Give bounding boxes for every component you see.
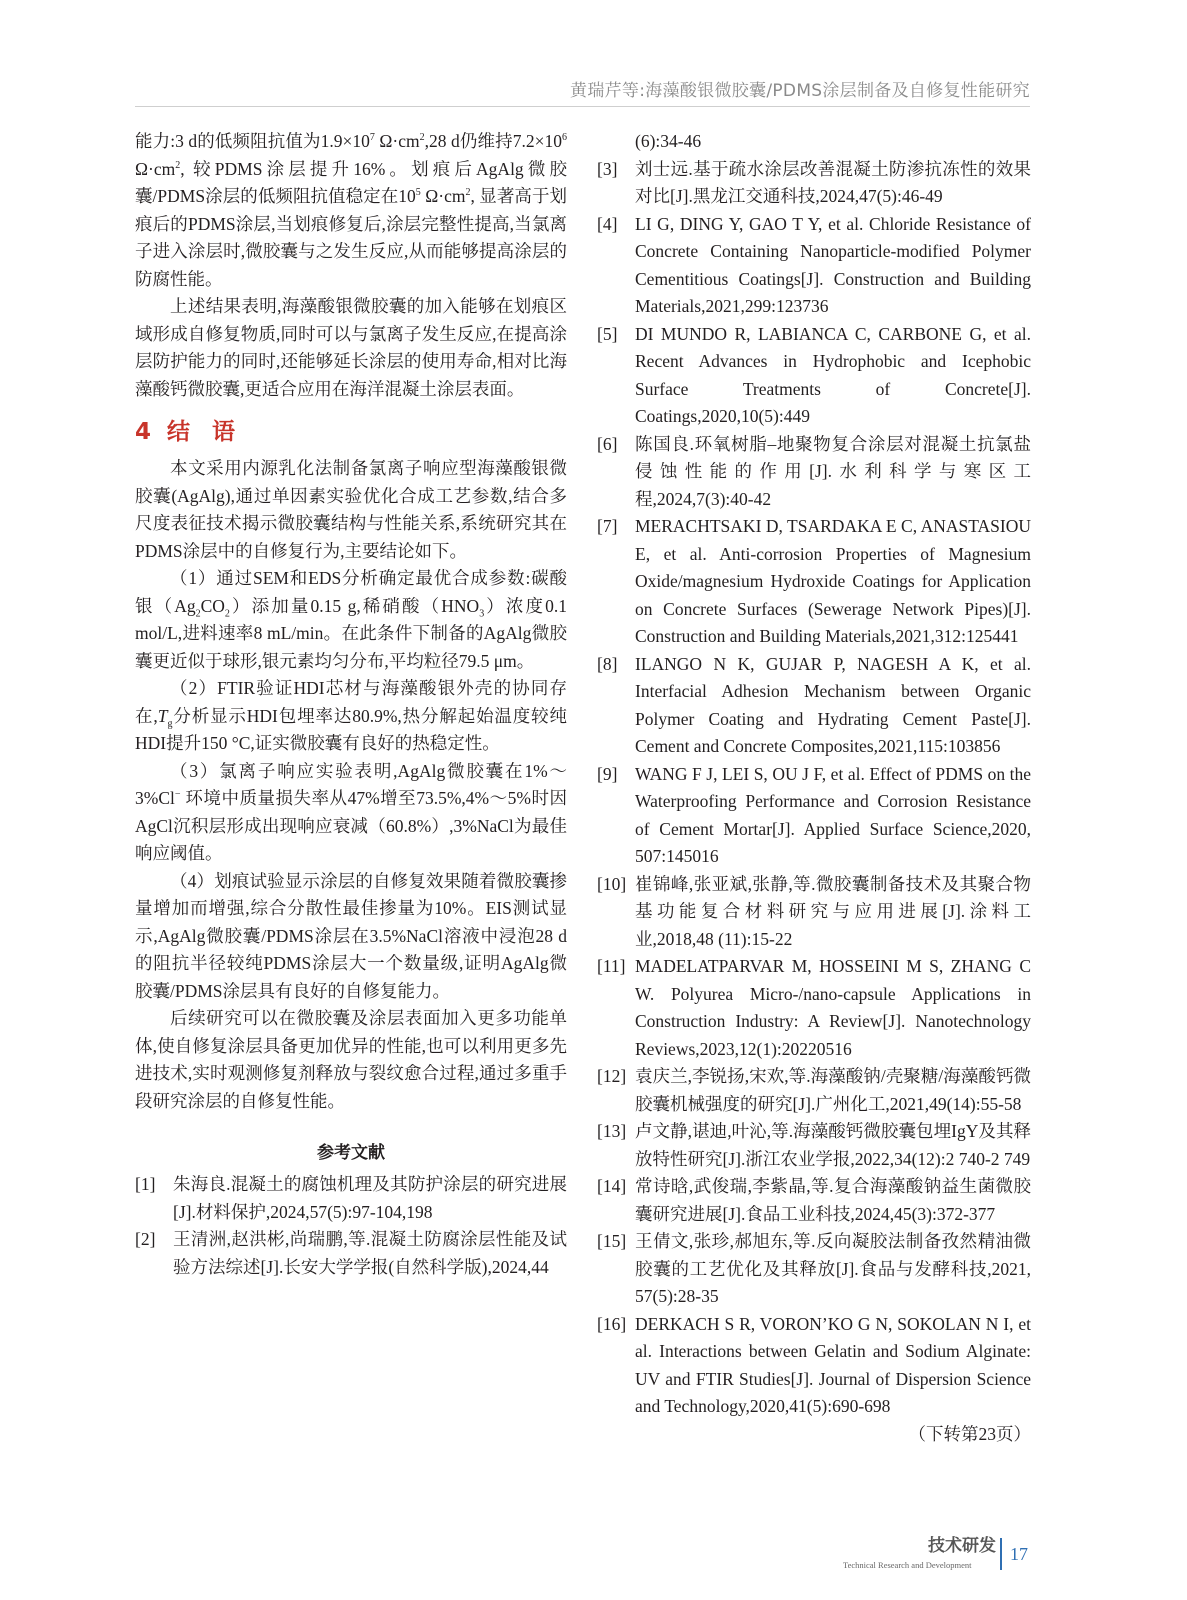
reference-item: [3] 刘士远.基于疏水涂层改善混凝土防渗抗冻性的效果对比[J].黑龙江交通科技,2024,47(5):46-49 [597, 158, 1031, 206]
reference-item: [6] 陈国良.环氧树脂–地聚物复合涂层对混凝土抗氯盐侵蚀性能的作用[J].水利科学与寒区工程,2024,7(3):40-42 [597, 433, 1031, 509]
footer-divider [1000, 1538, 1002, 1570]
page-number: 17 [1010, 1544, 1028, 1564]
reference-item [597, 1421, 1031, 1449]
header-divider [135, 106, 1030, 107]
reference-item: [4] LI G, DING Y, GAO T Y, et al. Chloride Resistance of Concrete Containing Nanoparticle-modified Polymer Cementitious Coatings[J]. Construction and Building Materials,2021,299:123736 [597, 213, 1031, 316]
reference-item: [10] 崔锦峰,张亚斌,张静,等.微胶囊制备技术及其聚合物基功能复合材料研究与应用进展[J].涂料工业,2018,48 (11):15-22 [597, 873, 1031, 949]
conclusion-item-4: （4）划痕试验显示涂层的自修复效果随着微胶囊掺量增加而增强,综合分散性最佳掺量为10%。EIS测试显示,AgAlg微胶囊/PDMS涂层在3.5%NaCl溶液中浸泡28 d的阻抗半径较纯PDMS涂层大一个数量级,证明AgAlg微胶囊/PDMS涂层具有良好的自修复能力。 [135, 870, 567, 1001]
conclusion-item-2: （2）FTIR验证HDI芯材与海藻酸银外壳的协同存在$,T_g$分析显示HDI包埋率达80.9%,热分解起始温度较纯HDI提升150 °C,证实微胶囊有良好的热稳定性。 [135, 678, 568, 753]
running-header: 黄瑞芹等:海藻酸银微胶囊/PDMS涂层制备及自修复性能研究 [570, 81, 1030, 101]
reference-item: [11] MADELATPARVAR M, HOSSEINI M S, ZHANG C W. Polyurea Micro-/nano-capsule Applications in Construction Industry: A Review[J]. Nanotechnology Reviews,2023,12(1):20220516 [597, 956, 1031, 1059]
paragraph-outlook: 后续研究可以在微胶囊及涂层表面加入更多功能单体,使自修复涂层具备更加优异的性能,也可以利用更多先进技术,实时观测修复剂释放与裂纹愈合过程,通过多重手段研究涂层的自修复性能。 [135, 1008, 567, 1111]
paragraph-summary: 上述结果表明,海藻酸银微胶囊的加入能够在划痕区域形成自修复物质,同时可以与氯离子发生反应,在提高涂层防护能力的同时,还能够延长涂层的使用寿命,相对比海藻酸钙微胶囊,更适合应用在海洋混凝土涂层表面。 [135, 296, 567, 399]
continued-note: （下转第23页） [908, 1423, 1031, 1444]
reference-item: [9] WANG F J, LEI S, OU J F, et al. Effect of PDMS on the Waterproofing Performance and Corrosion Resistance of Cement Mortar[J]. Applied Surface Science,2020, 507:145016 [597, 763, 1031, 866]
left-column [135, 128, 567, 1281]
paragraph-conclusion-intro: 本文采用内源乳化法制备氯离子响应型海藻酸银微胶囊(AgAlg),通过单因素实验优化合成工艺参数,结合多尺度表征技术揭示微胶囊结构与性能关系,系统研究其在PDMS涂层中的自修复行为,主要结论如下。 [135, 458, 567, 561]
footer-section-title: 技术研发 [928, 1536, 996, 1556]
reference-item: [2] 王清洲,赵洪彬,尚瑞鹏,等.混凝土防腐涂层性能及试验方法综述[J].长安大学学报(自然科学版),2024,44 [135, 1229, 567, 1277]
paragraph-eis-results: 能力:3 d的低频阻抗值为$1.9\times 10^7$ $\Omega\cdot cm^2,28$ d仍维持$7.2\times 10^6$ $\Omega\cdot cm^2$, 较PDMS涂层提升16%。划痕后AgAlg微胶囊/PDMS涂层的低频阻抗值稳定在$10^5$ $\Omega\cdot cm^2$, 显著高于划痕后的PDMS涂层,当划痕修复后,涂层完整性提高,当氯离子进入涂层时,微胶囊与之发生反应,从而能够提高涂层的防腐性能。 [135, 131, 568, 289]
reference-item: [8] ILANGO N K, GUJAR P, NAGESH A K, et al. Interfacial Adhesion Mechanism between Organic Polymer Coating and Hydrating Cement Paste[J]. Cement and Concrete Composites,2021,115:103856 [597, 653, 1031, 756]
conclusion-item-3: （3）氯离子响应实验表明,AgAlg微胶囊在1%～3%Cl− 环境中质量损失率从47%增至73.5%,4%～5%时因AgCl沉积层形成出现响应衰减（60.8%）,3%NaCl为最佳响应阈值。 [135, 760, 567, 863]
conclusion-item-1: （1）通过SEM和EDS分析确定最优合成参数:碳酸银$(Ag_2CO_2)$添加量0.15 g,稀硝酸$(HNO_3)$浓度0.1 mol/L,进料速率8 mL/min。在此条件下制备的AgAlg微胶囊更近似于球形,银元素均匀分布,平均粒径79.5 μm。 [135, 568, 568, 671]
reference-item: [15] 王倩文,张珍,郝旭东,等.反向凝胶法制备孜然精油微胶囊的工艺优化及其释放[J].食品与发酵科技,2021, 57(5):28-35 [597, 1231, 1031, 1306]
section-heading-conclusion: 4 结 语 [135, 419, 238, 445]
reference-item: [13] 卢文静,谌迪,叶沁,等.海藻酸钙微胶囊包埋IgY及其释放特性研究[J].浙江农业学报,2022,34(12):2 740-2 749 [597, 1121, 1031, 1169]
reference-item: [14] 常诗晗,武俊瑞,李紫晶,等.复合海藻酸钠益生菌微胶囊研究进展[J].食品工业科技,2024,45(3):372-377 [597, 1176, 1031, 1224]
reference-continuation: (6):34-46 [635, 131, 702, 151]
reference-item: [16] DERKACH S R, VORON’KO G N, SOKOLAN N I, et al. Interactions between Gelatin and Sodium Alginate: UV and FTIR Studies[J]. Journal of Dispersion Science and Technology,2020,41(5):690-698 [597, 1313, 1031, 1416]
reference-item: [1] 朱海良.混凝土的腐蚀机理及其防护涂层的研究进展[J].材料保护,2024,57(5):97-104,198 [135, 1174, 567, 1222]
right-column [597, 128, 1031, 1448]
reference-item: [12] 袁庆兰,李锐扬,宋欢,等.海藻酸钠/壳聚糖/海藻酸钙微胶囊机械强度的研究[J].广州化工,2021,49(14):55-58 [597, 1066, 1031, 1114]
footer-section-subtitle: Technical Research and Development [843, 1560, 972, 1570]
references-heading: 参考文献 [317, 1143, 385, 1163]
reference-item: [7] MERACHTSAKI D, TSARDAKA E C, ANASTASIOU E, et al. Anti-corrosion Properties of Magnesium Oxide/magnesium Hydroxide Coatings for Application on Concrete Surfaces (Sewerage Network Pipes)[J]. Construction and Building Materials,2021,312:125441 [597, 516, 1031, 646]
reference-item: [5] DI MUNDO R, LABIANCA C, CARBONE G, et al. Recent Advances in Hydrophobic and Icephobic Surface Treatments of Concrete[J]. Coatings,2020,10(5):449 [597, 323, 1031, 426]
